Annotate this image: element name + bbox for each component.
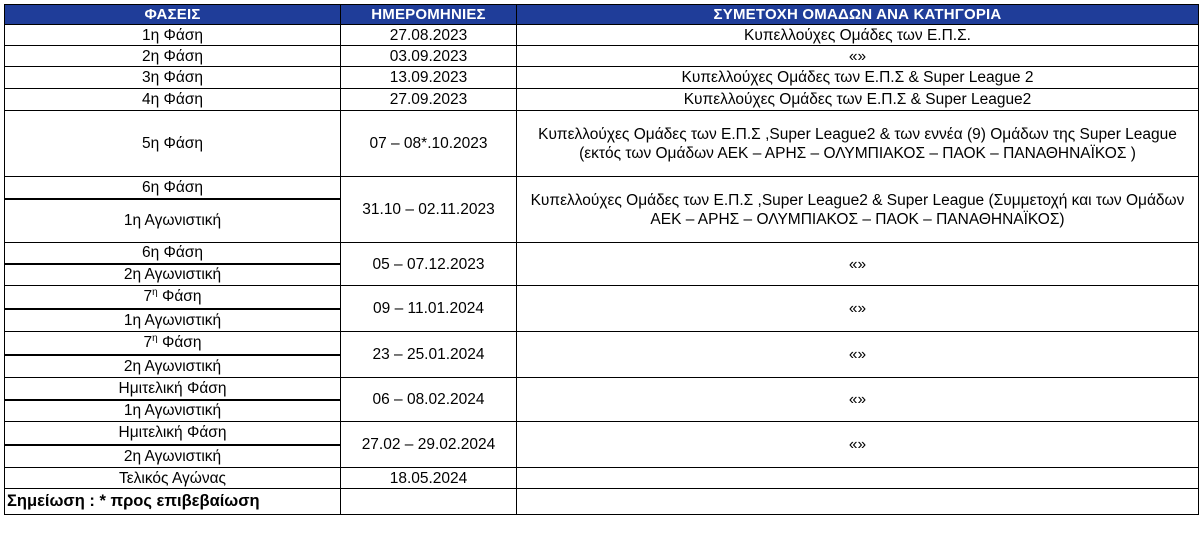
- teams-cell: [517, 468, 1199, 489]
- phase-label: Φάση: [157, 334, 202, 352]
- matchday-cell: 1η Αγωνιστική: [5, 309, 341, 332]
- table-row: [5, 89, 1199, 111]
- teams-cell: «»: [517, 286, 1199, 332]
- date-cell: 05 – 07.12.2023: [341, 243, 517, 286]
- table-row: [5, 422, 1199, 445]
- date-cell: 07 – 08*.10.2023: [341, 111, 517, 177]
- phase-cell: 3η Φάση: [5, 67, 341, 89]
- header-participation: ΣΥΜΕΤΟΧΗ ΟΜΑΔΩΝ ΑΝΑ ΚΑΤΗΓΟΡΙΑ: [517, 5, 1199, 25]
- date-cell: 27.08.2023: [341, 25, 517, 46]
- table-row: [5, 243, 1199, 264]
- teams-cell: Κυπελλούχες Ομάδες των Ε.Π.Σ ,Super League2 & Super League (Συμμετοχή και των Ομάδων ΑΕΚ – ΑΡΗΣ – ΟΛΥΜΠΙΑΚΟΣ – ΠΑΟΚ – ΠΑΝΑΘΗΝΑΪΚΟΣ): [517, 177, 1199, 243]
- date-cell: 27.09.2023: [341, 89, 517, 111]
- matchday-cell: 2η Αγωνιστική: [5, 445, 341, 468]
- footnote: Σημείωση : * προς επιβεβαίωση: [5, 489, 341, 515]
- date-cell: 13.09.2023: [341, 67, 517, 89]
- phase-cell: Ημιτελική Φάση: [5, 422, 341, 445]
- table-row: [5, 46, 1199, 67]
- date-cell: 03.09.2023: [341, 46, 517, 67]
- table-row: [5, 468, 1199, 489]
- header-phases: ΦΑΣΕΙΣ: [5, 5, 341, 25]
- table-row: [5, 25, 1199, 46]
- phase-cell: 6η Φάση: [5, 243, 341, 264]
- table-row: [5, 332, 1199, 355]
- teams-cell: Κυπελλούχες Ομάδες των Ε.Π.Σ & Super League 2: [517, 67, 1199, 89]
- phase-cell: Τελικός Αγώνας: [5, 468, 341, 489]
- date-cell: 18.05.2024: [341, 468, 517, 489]
- phase-number: 7: [143, 334, 153, 352]
- table-row: [5, 177, 1199, 199]
- teams-cell: Κυπελλούχες Ομάδες των Ε.Π.Σ.: [517, 25, 1199, 46]
- teams-cell: «»: [517, 243, 1199, 286]
- phase-cell: 4η Φάση: [5, 89, 341, 111]
- date-cell: 09 – 11.01.2024: [341, 286, 517, 332]
- teams-cell: «»: [517, 422, 1199, 468]
- teams-cell: Κυπελλούχες Ομάδες των Ε.Π.Σ & Super League2: [517, 89, 1199, 111]
- table-row: [5, 378, 1199, 400]
- phase-cell: [5, 286, 341, 309]
- date-cell: 23 – 25.01.2024: [341, 332, 517, 378]
- phase-ordinal: η: [152, 333, 158, 345]
- phase-cell: [5, 332, 341, 355]
- note-row: [5, 489, 1199, 515]
- phase-cell: Ημιτελική Φάση: [5, 378, 341, 400]
- matchday-cell: 2η Αγωνιστική: [5, 264, 341, 286]
- phase-cell: 6η Φάση: [5, 177, 341, 199]
- matchday-cell: 1η Αγωνιστική: [5, 400, 341, 422]
- empty-cell: [341, 489, 517, 515]
- cup-schedule-table: [4, 4, 1199, 515]
- teams-cell: «»: [517, 378, 1199, 422]
- phase-cell: 5η Φάση: [5, 111, 341, 177]
- date-cell: 06 – 08.02.2024: [341, 378, 517, 422]
- schedule-table-container: [4, 4, 1199, 515]
- matchday-cell: 2η Αγωνιστική: [5, 355, 341, 378]
- phase-cell: 2η Φάση: [5, 46, 341, 67]
- header-dates: ΗΜΕΡΟΜΗΝΙΕΣ: [341, 5, 517, 25]
- date-cell: 31.10 – 02.11.2023: [341, 177, 517, 243]
- table-row: [5, 111, 1199, 177]
- date-cell: 27.02 – 29.02.2024: [341, 422, 517, 468]
- teams-cell: Κυπελλούχες Ομάδες των Ε.Π.Σ ,Super League2 & των εννέα (9) Ομάδων της Super League (εκτός των Ομάδων ΑΕΚ – ΑΡΗΣ – ΟΛΥΜΠΙΑΚΟΣ – ΠΑΟΚ – ΠΑΝΑΘΗΝΑΪΚΟΣ ): [517, 111, 1199, 177]
- table-row: [5, 286, 1199, 309]
- teams-cell: «»: [517, 332, 1199, 378]
- teams-cell: «»: [517, 46, 1199, 67]
- table-row: [5, 67, 1199, 89]
- header-row: [5, 5, 1199, 25]
- phase-ordinal: η: [152, 287, 158, 299]
- empty-cell: [517, 489, 1199, 515]
- phase-number: 7: [143, 288, 153, 306]
- phase-cell: 1η Φάση: [5, 25, 341, 46]
- phase-label: Φάση: [157, 288, 202, 306]
- matchday-cell: 1η Αγωνιστική: [5, 199, 341, 243]
